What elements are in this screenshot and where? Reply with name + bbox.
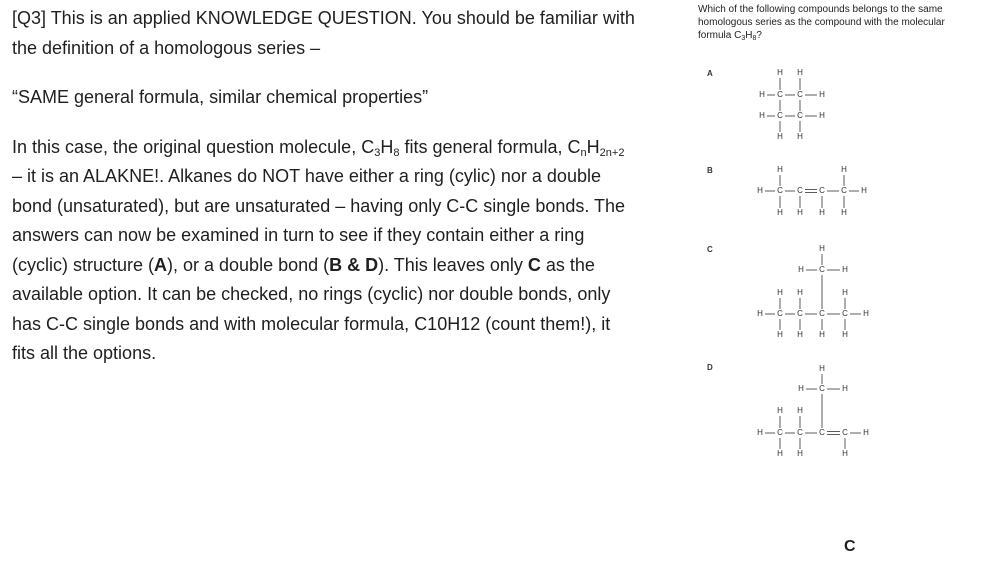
reasoning-line: – it is an ALAKNE!. Alkanes do NOT have either a ring (cylic) nor a double [12, 166, 601, 186]
intro-line-2: the definition of a homologous series – [12, 37, 321, 58]
hydrogen-atom: H [797, 132, 803, 142]
option-a-label: A [707, 69, 713, 78]
hydrogen-atom: H [777, 288, 783, 298]
intro-line-1: [Q3] This is an applied KNOWLEDGE QUESTION. You should be familiar with [12, 8, 635, 28]
option-d-label: D [707, 363, 713, 372]
subscript: 8 [752, 35, 757, 42]
structure-a [759, 68, 825, 141]
hydrogen-atom: H [777, 449, 783, 459]
subscript: 2n+2 [599, 146, 625, 159]
paragraph-intro [12, 4, 692, 63]
hydrogen-atom: H [797, 288, 803, 298]
hydrogen-atom: H [819, 364, 825, 374]
bold-option-a: A [154, 254, 168, 275]
hydrogen-atom: H [842, 449, 848, 459]
carbon-atom: C [797, 186, 803, 196]
question-text: formula C [698, 30, 742, 41]
structure-d [757, 364, 869, 458]
hydrogen-atom: H [797, 449, 803, 459]
bold-option-c: C [527, 254, 541, 275]
carbon-atom: C [819, 186, 825, 196]
question-stem [698, 3, 983, 42]
reasoning-line: answers can now be examined in turn to see if they contain either a ring [12, 225, 585, 245]
question-text: H [745, 30, 753, 41]
reasoning-text: H [586, 136, 600, 157]
subscript: 3 [374, 146, 381, 159]
question-line: homologous series as the compound with the molecular [698, 17, 945, 28]
hydrogen-atom: H [842, 265, 848, 275]
carbon-atom: C [777, 90, 783, 100]
carbon-atom: C [797, 90, 803, 100]
carbon-atom: C [819, 428, 825, 438]
reasoning-text: H [380, 136, 394, 157]
carbon-atom: C [777, 309, 783, 319]
hydrogen-atom: H [798, 265, 804, 275]
subscript: 8 [393, 146, 400, 159]
hydrogen-atom: H [861, 186, 867, 196]
hydrogen-atom: H [797, 68, 803, 78]
hydrogen-atom: H [819, 208, 825, 218]
hydrogen-atom: H [819, 244, 825, 254]
hydrogen-atom: H [863, 428, 869, 438]
subscript: 3 [741, 35, 746, 42]
reasoning-text: In this case, the original question molecule, C [12, 136, 375, 157]
reasoning-text: as the [540, 254, 595, 275]
carbon-atom: C [797, 428, 803, 438]
hydrogen-atom: H [777, 330, 783, 340]
carbon-atom: C [841, 186, 847, 196]
carbon-atom: C [842, 428, 848, 438]
hydrogen-atom: H [777, 132, 783, 142]
hydrogen-atom: H [757, 309, 763, 319]
hydrogen-atom: H [797, 330, 803, 340]
reasoning-text: ), or a double bond ( [167, 254, 330, 275]
reasoning-line: fits all the options. [12, 343, 157, 363]
reasoning-text: (cyclic) structure ( [12, 254, 155, 275]
reasoning-text: fits general formula, C [399, 136, 581, 157]
hydrogen-atom: H [777, 406, 783, 416]
reasoning-line: available option. It can be checked, no rings (cyclic) nor double bonds, only [12, 284, 611, 304]
carbon-atom: C [797, 309, 803, 319]
hydrogen-atom: H [841, 208, 847, 218]
structure-c [757, 244, 869, 339]
hydrogen-atom: H [819, 90, 825, 100]
reasoning-line: bond (unsaturated), but are unsaturated – having only C-C single bonds. The [12, 195, 626, 216]
structure-b [757, 165, 867, 217]
paragraph-reasoning [12, 133, 692, 369]
carbon-atom: C [777, 111, 783, 121]
hydrogen-atom: H [759, 90, 765, 100]
option-b-label: B [707, 166, 713, 175]
hydrogen-atom: H [842, 384, 848, 394]
hydrogen-atom: H [841, 165, 847, 175]
carbon-atom: C [777, 186, 783, 196]
carbon-atom: C [819, 384, 825, 394]
hydrogen-atom: H [863, 309, 869, 319]
hydrogen-atom: H [842, 288, 848, 298]
carbon-atom: C [797, 111, 803, 121]
carbon-atom: C [842, 309, 848, 319]
hydrogen-atom: H [757, 428, 763, 438]
structural-formulas [740, 60, 880, 470]
hydrogen-atom: H [759, 111, 765, 121]
answer-label: C [844, 538, 856, 555]
hydrogen-atom: H [777, 165, 783, 175]
hydrogen-atom: H [819, 330, 825, 340]
hydrogen-atom: H [797, 208, 803, 218]
carbon-atom: C [777, 428, 783, 438]
bold-options-b-d: B & D [329, 254, 379, 275]
option-c-label: C [707, 245, 713, 254]
question-text: ? [756, 30, 762, 41]
reasoning-line: has C-C single bonds and with molecular formula, C10H12 (count them!), it [12, 313, 611, 334]
subscript: n [580, 146, 587, 159]
hydrogen-atom: H [777, 208, 783, 218]
question-line: Which of the following compounds belongs to the same [698, 4, 943, 15]
hydrogen-atom: H [842, 330, 848, 340]
explanation-text [12, 4, 692, 369]
hydrogen-atom: H [798, 384, 804, 394]
carbon-atom: C [819, 309, 825, 319]
hydrogen-atom: H [819, 111, 825, 121]
hydrogen-atom: H [757, 186, 763, 196]
hydrogen-atom: H [777, 68, 783, 78]
reasoning-text: ). This leaves only [378, 254, 528, 275]
hydrogen-atom: H [797, 406, 803, 416]
carbon-atom: C [819, 265, 825, 275]
definition-quote: “SAME general formula, similar chemical properties” [12, 87, 429, 107]
